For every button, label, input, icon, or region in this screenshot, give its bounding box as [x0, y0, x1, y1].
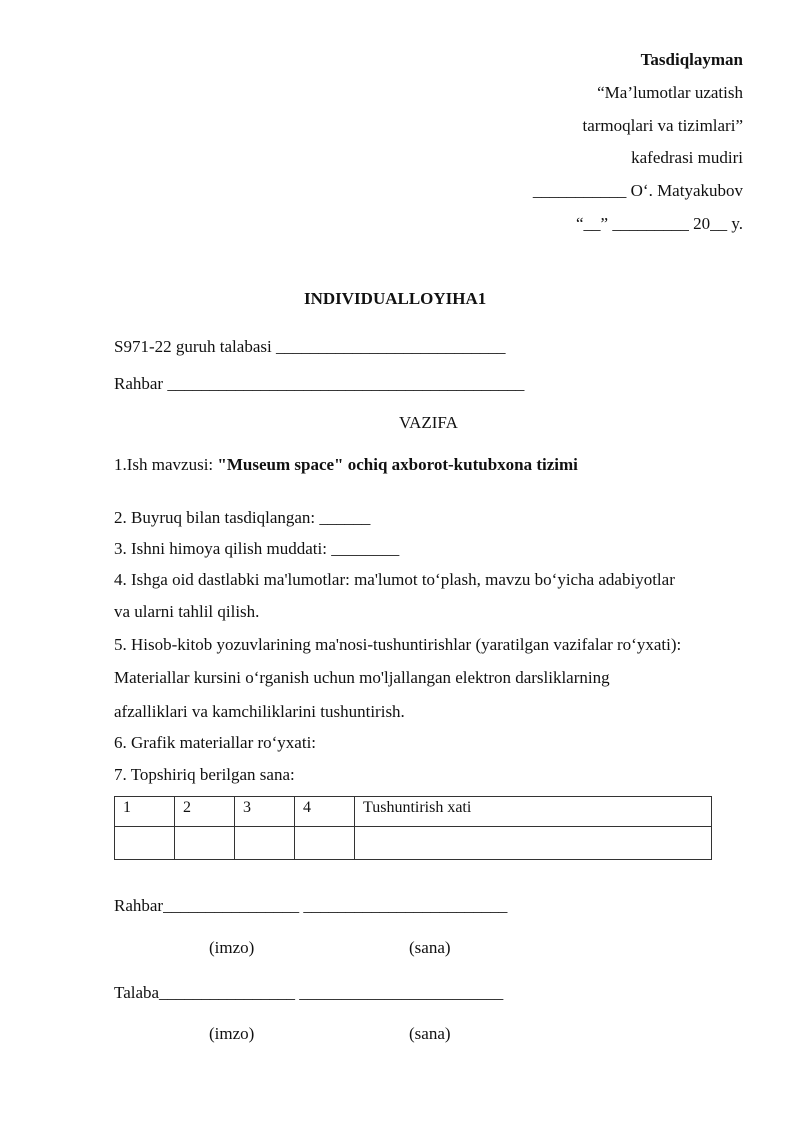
approval-line-3: kafedrasi mudiri: [631, 148, 743, 167]
table-row: [115, 827, 712, 860]
table-cell: [175, 827, 235, 860]
table-cell: [295, 827, 355, 860]
table-header-cell: Tushuntirish xati: [355, 797, 712, 827]
supervisor-date-caption: (sana): [409, 938, 451, 957]
item-topic: [114, 456, 578, 473]
task-table: [114, 796, 712, 860]
item-explanations-cont-2: afzalliklari va kamchiliklarini tushuntirish.: [114, 702, 405, 721]
approval-title: Tasdiqlayman: [640, 50, 743, 69]
item-initial-data-cont: va ularni tahlil qilish.: [114, 602, 260, 621]
table-cell: [235, 827, 295, 860]
approval-line-5: “__” _________ 20__ y.: [576, 214, 743, 233]
supervisor-line: Rahbar __________________________________________: [114, 374, 525, 393]
item-topic-prefix: 1.Ish mavzusi:: [114, 455, 218, 474]
item-explanations: 5. Hisob-kitob yozuvlarining ma'nosi-tushuntirishlar (yaratilgan vazifalar ro‘yxati):: [114, 635, 682, 654]
supervisor-signature-caption: (imzo): [209, 938, 255, 957]
student-line: S971-22 guruh talabasi ___________________________: [114, 337, 506, 356]
table-cell: [355, 827, 712, 860]
item-approved-by-order: 2. Buyruq bilan tasdiqlangan: ______: [114, 508, 371, 527]
item-defense-deadline: 3. Ishni himoya qilish muddati: ________: [114, 539, 400, 558]
approval-line-4: ___________ O‘. Matyakubov: [532, 181, 743, 200]
approval-line-1: “Ma’lumotlar uzatish: [597, 83, 743, 102]
student-date-caption: (sana): [409, 1024, 451, 1043]
table-header-row: [115, 797, 712, 827]
table-header-cell: 1: [115, 797, 175, 827]
student-signature-line: Talaba________________ ________________________: [114, 983, 504, 1002]
supervisor-signature-line: Rahbar________________ ________________________: [114, 896, 508, 915]
task-heading: VAZIFA: [399, 413, 458, 432]
table-header-cell: 4: [295, 797, 355, 827]
item-graphic-materials: 6. Grafik materiallar ro‘yxati:: [114, 733, 317, 752]
document-title: INDIVIDUALLOYIHA1: [304, 289, 487, 308]
student-signature-caption: (imzo): [209, 1024, 255, 1043]
table-cell: [115, 827, 175, 860]
item-explanations-cont-1: Materiallar kursini o‘rganish uchun mo'ljallangan elektron darsliklarning: [114, 668, 610, 687]
item-issue-date: 7. Topshiriq berilgan sana:: [114, 765, 295, 784]
table-header-cell: 3: [235, 797, 295, 827]
item-initial-data: 4. Ishga oid dastlabki ma'lumotlar: ma'lumot to‘plash, mavzu bo‘yicha adabiyotlar: [114, 570, 675, 589]
table-header-cell: 2: [175, 797, 235, 827]
item-topic-title: "Museum space" ochiq axborot-kutubxona tizimi: [217, 455, 578, 474]
approval-line-2: tarmoqlari va tizimlari”: [582, 116, 743, 135]
